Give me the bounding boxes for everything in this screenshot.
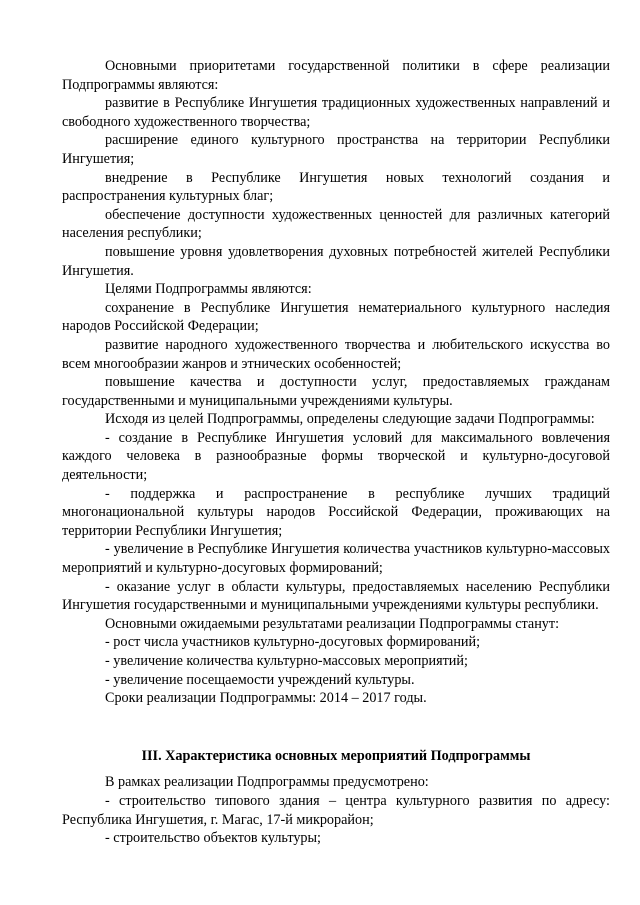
document-page	[62, 57, 610, 848]
paragraph-timeline: Сроки реализации Подпрограммы: 2014 – 2017 годы.	[105, 690, 427, 707]
paragraph-result-1: - рост числа участников культурно-досуговых формирований;	[105, 634, 481, 651]
paragraph-task-2: - поддержка и распространение в республике лучших традиций многонациональной культуры народов Российской Федерации, проживающих на территории Республики Ингушетия;	[62, 485, 610, 539]
top-section	[62, 57, 610, 708]
paragraph-priority-5: повышение уровня удовлетворения духовных потребностей жителей Республики Ингушетия.	[62, 243, 610, 279]
paragraph-priority-1: развитие в Республике Ингушетия традиционных художественных направлений и свободного художественного творчества;	[62, 95, 610, 130]
paragraph-task-1: - создание в Республике Ингушетия условий для максимального вовлечения каждого человека в разнообразные формы творческой и культурно-досуговой деятельности;	[62, 429, 610, 484]
paragraph-result-2: - увеличение количества культурно-массовых мероприятий;	[105, 653, 468, 669]
bottom-section	[62, 773, 610, 847]
paragraph-priorities-intro: Основными приоритетами государственной политики в сфере реализации Подпрограммы являются:	[62, 58, 610, 93]
paragraph-measures-intro: В рамках реализации Подпрограммы предусмотрено:	[105, 774, 429, 791]
paragraph-goal-1: сохранение в Республике Ингушетия нематериального культурного наследия народов Российской Федерации;	[62, 299, 610, 335]
paragraph-results-intro: Основными ожидаемыми результатами реализации Подпрограммы станут:	[105, 615, 560, 632]
paragraph-goals-intro: Целями Подпрограммы являются:	[105, 281, 312, 298]
heading-gap	[62, 765, 610, 773]
paragraph-task-3: - увеличение в Республике Ингушетия количества участников культурно-массовых мероприятий и культурно-досуговых формирований;	[62, 541, 610, 577]
paragraph-measure-1: - строительство типового здания – центра культурного развития по адресу: Республика Ингушетия, г. Магас, 17-й микрорайон;	[62, 792, 610, 828]
paragraph-priority-3: внедрение в Республике Ингушетия новых технологий создания и распространения культурных благ;	[62, 169, 610, 205]
section-gap	[62, 708, 610, 747]
paragraph-task-4: - оказание услуг в области культуры, предоставляемых населению Республики Ингушетия государственными и муниципальными учреждениями культуры республики.	[62, 578, 610, 614]
paragraph-result-3: - увеличение посещаемости учреждений культуры.	[105, 671, 415, 688]
paragraph-priority-2: расширение единого культурного пространства на территории Республики Ингушетия;	[62, 132, 610, 167]
paragraph-tasks-intro: Исходя из целей Подпрограммы, определены следующие задачи Подпрограммы:	[105, 411, 595, 428]
paragraph-priority-4: обеспечение доступности художественных ценностей для различных категорий населения республики;	[62, 206, 610, 242]
paragraph-measure-2: - строительство объектов культуры;	[105, 830, 322, 847]
paragraph-goal-2: развитие народного художественного творчества и любительского искусства во всем многообразии жанров и этнических особенностей;	[62, 336, 610, 372]
section-heading: III. Характеристика основных мероприятий Подпрограммы	[141, 747, 531, 764]
paragraph-goal-3: повышение качества и доступности услуг, предоставляемых гражданам государственными и муниципальными учреждениями культуры.	[62, 374, 610, 409]
